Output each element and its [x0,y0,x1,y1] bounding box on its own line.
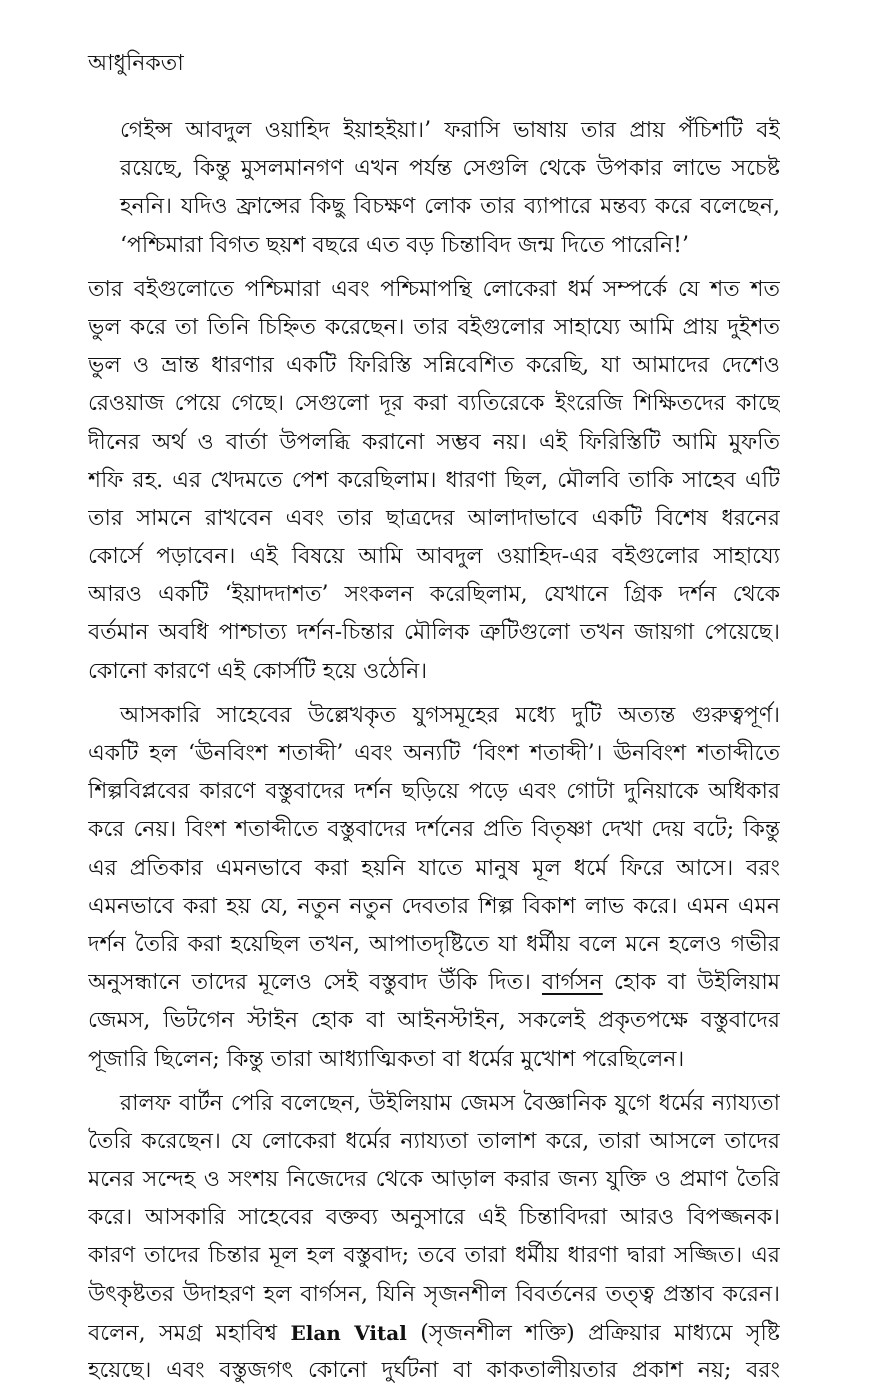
text-line: রেওয়াজ পেয়ে গেছে। সেগুলো দূর করা ব্যতিরেকে ইংরেজি শিক্ষিতদের কাছে [88,391,780,417]
paragraph-2 [88,271,780,691]
text-line: তার সামনে রাখবেন এবং তার ছাত্রদের আলাদাভাবে একটি বিশেষ ধরনের [88,505,780,531]
text-line: উৎকৃষ্টতর উদাহরণ হল বার্গসন, যিনি সৃজনশীল বিবর্তনের তত্ত্ব প্রস্তাব করেন। [88,1281,780,1307]
text-segment: অনুসন্ধানে তাদের মূলেও সেই বস্তুবাদ উঁকি দিত। [88,970,543,996]
paragraph-3 [88,697,780,1079]
text-line: তৈরি করেছেন। যে লোকেরা ধর্মের ন্যায্যতা তালাশ করে, তারা আসলে তাদের [88,1128,780,1154]
underlined-name: বার্গসন [542,970,603,996]
text-segment: হোক বা উইলিয়াম [602,970,780,996]
text-line: তার বইগুলোতে পশ্চিমারা এবং পশ্চিমাপন্থি লোকেরা ধর্ম সম্পর্কে যে শত শত [88,276,780,302]
text-line: বর্তমান অবধি পাশ্চাত্য দর্শন-চিন্তার মৌলিক ত্রুটিগুলো তখন জায়গা পেয়েছে। [88,620,780,646]
text-line: ‘পশ্চিমারা বিগত ছয়শ বছরে এত বড় চিন্তাবিদ জন্ম দিতে পারেনি!’ [120,232,690,258]
text-line: গেইন্স আবদুল ওয়াহিদ ইয়াহইয়া।’ ফরাসি ভাষায় তার প্রায় পঁচিশটি বই [120,118,780,143]
text-line: রয়েছে, কিন্তু মুসলমানগণ এখন পর্যন্ত সেগুলি থেকে উপকার লাভে সচেষ্ট [120,156,780,182]
text-segment: (সৃজনশীল শক্তি) প্রক্রিয়ার মাধ্যমে সৃষ্টি [406,1320,780,1346]
text-line: এর প্রতিকার এমনভাবে করা হয়নি যাতে মানুষ মূল ধর্মে ফিরে আসে। বরং [88,855,780,881]
latin-term: Elan Vital [290,1320,407,1345]
text-line: কোর্সে পড়াবেন। এই বিষয়ে আমি আবদুল ওয়াহিদ-এর বইগুলোর সাহায্যে [88,544,780,570]
text-line: পূজারি ছিলেন; কিন্তু তারা আধ্যাত্মিকতা বা ধর্মের মুখোশ পরেছিলেন। [88,1046,685,1072]
text-line: মনের সন্দেহ ও সংশয় নিজেদের থেকে আড়াল করার জন্য যুক্তি ও প্রমাণ তৈরি [88,1167,780,1193]
text-line: করে। আসকারি সাহেবের বক্তব্য অনুসারে এই চিন্তাবিদরা আরও বিপজ্জনক। [88,1205,780,1231]
text-line-with-underline [88,964,780,1002]
paragraph-4 [88,1085,780,1391]
text-line: একটি হল ‘ঊনবিংশ শতাব্দী’ এবং অন্যটি ‘বিংশ শতাব্দী’। ঊনবিংশ শতাব্দীতে [88,741,780,766]
text-line: হননি। যদিও ফ্রান্সের কিছু বিচক্ষণ লোক তার ব্যাপারে মন্তব্য করে বলেছেন, [120,194,780,220]
text-line: দর্শন তৈরি করা হয়েছিল তখন, আপাতদৃষ্টিতে যা ধর্মীয় বলে মনে হলেও গভীর [88,931,780,957]
text-line: রালফ বার্টন পেরি বলেছেন, উইলিয়াম জেমস বৈজ্ঞানিক যুগে ধর্মের ন্যায্যতা [120,1090,780,1116]
text-line: হয়েছে। এবং বস্তুজগৎ কোনো দুর্ঘটনা বা কাকতালীয়তার প্রকাশ নয়; বরং [88,1358,780,1383]
text-line: আরও একটি ‘ইয়াদদাশত’ সংকলন করেছিলাম, যেখানে গ্রিক দর্শন থেকে [88,582,780,608]
text-line: কোনো কারণে এই কোর্সটি হয়ে ওঠেনি। [88,658,428,684]
text-line: আসকারি সাহেবের উল্লেখকৃত যুগসমূহের মধ্যে দুটি অত্যন্ত গুরুত্বপূর্ণ। [120,702,780,728]
text-line: শিল্পবিপ্লবের কারণে বস্তুবাদের দর্শন ছড়িয়ে পড়ে এবং গোটা দুনিয়াকে অধিকার [88,779,780,805]
text-line: জেমস, ভিটগেন স্টাইন হোক বা আইনস্টাইন, সকলেই প্রকৃতপক্ষে বস্তুবাদের [88,1008,780,1034]
text-segment: বলেন, সমগ্র মহাবিশ্ব [88,1320,291,1346]
text-line: ভুল ও ভ্রান্ত ধারণার একটি ফিরিস্তি সন্নিবেশিত করেছি, যা আমাদের দেশেও [88,353,780,379]
text-line-with-latin [88,1314,780,1352]
text-line: এমনভাবে করা হয় যে, নতুন নতুন দেবতার শিল্প বিকাশ লাভ করে। এমন এমন [88,893,780,919]
text-line: কারণ তাদের চিন্তার মূল হল বস্তুবাদ; তবে তারা ধর্মীয় ধারণা দ্বারা সজ্জিত। এর [88,1243,780,1269]
text-line: শফি রহ. এর খেদমতে পেশ করেছিলাম। ধারণা ছিল, মৌলবি তাকি সাহেব এটি [88,467,780,493]
text-line: দীনের অর্থ ও বার্তা উপলব্ধি করানো সম্ভব নয়। এই ফিরিস্তিটি আমি মুফতি [88,429,780,455]
body-text [88,112,780,1396]
text-line: করে নেয়। বিংশ শতাব্দীতে বস্তুবাদের দর্শনের প্রতি বিতৃষ্ণা দেখা দেয় বটে; কিন্তু [88,817,780,843]
paragraph-1 [88,112,780,265]
running-header: আধুনিকতা [88,51,184,76]
text-line: ভুল করে তা তিনি চিহ্নিত করেছেন। তার বইগুলোর সাহায্যে আমি প্রায় দুইশত [88,314,780,340]
